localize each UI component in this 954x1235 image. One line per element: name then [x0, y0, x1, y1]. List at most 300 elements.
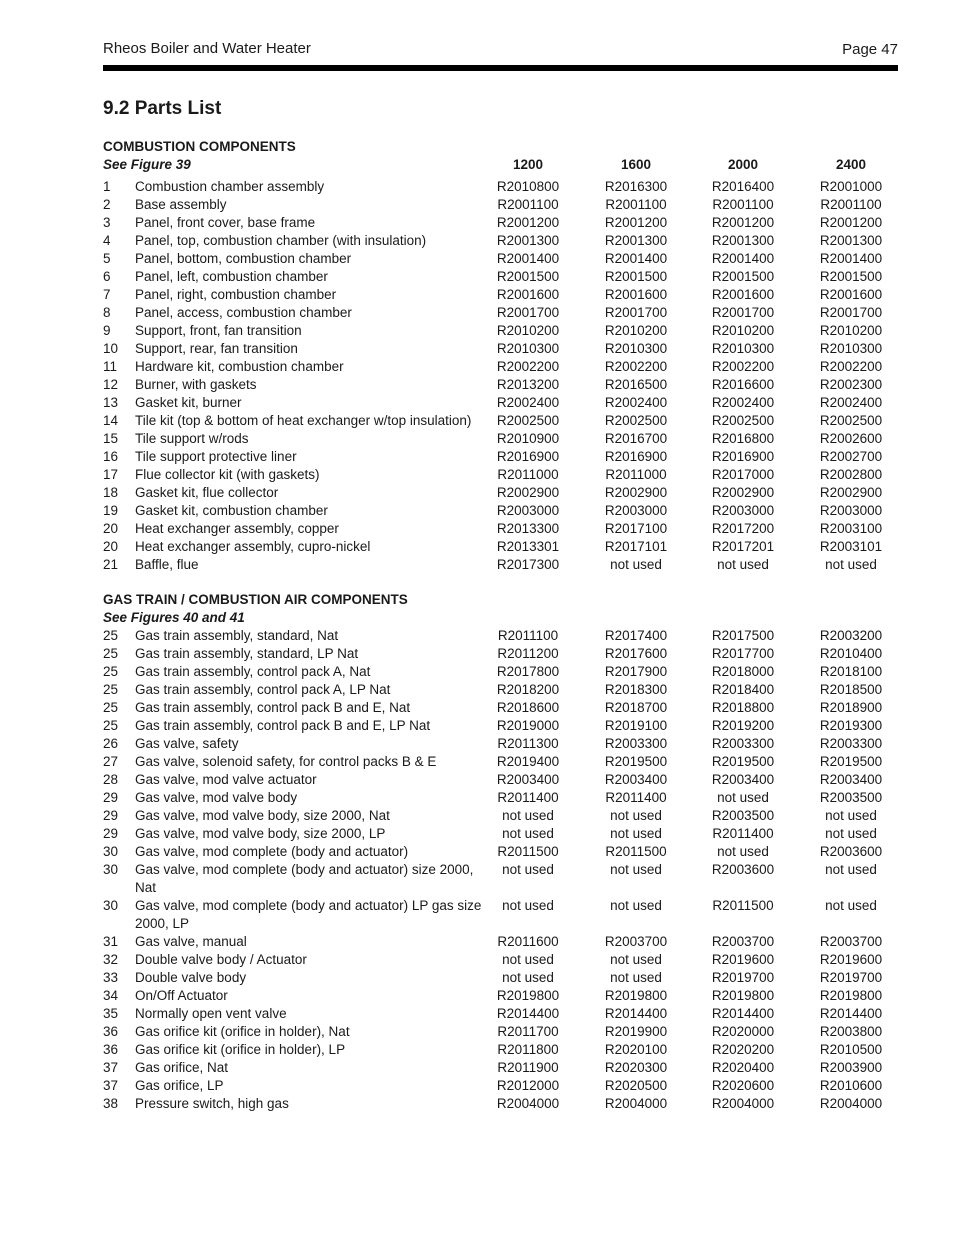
- part-number-cell: R2010200: [819, 323, 883, 338]
- table-row: [103, 502, 898, 520]
- item-number: 37: [103, 1078, 119, 1093]
- part-number-cell: R2017000: [711, 467, 775, 482]
- part-number-cell: R2018300: [604, 682, 668, 697]
- part-number-cell: not used: [610, 862, 662, 877]
- part-number-cell: R2010800: [496, 179, 560, 194]
- table-row: [103, 484, 898, 502]
- part-number-cell: R2016900: [496, 449, 560, 464]
- part-number-cell: R2003000: [496, 503, 560, 518]
- part-number-cell: not used: [717, 557, 769, 572]
- table-row: [103, 394, 898, 412]
- item-number: 37: [103, 1060, 119, 1075]
- item-description: Gasket kit, combustion chamber: [135, 503, 328, 518]
- part-number-cell: R2003700: [711, 934, 775, 949]
- item-number: 13: [103, 395, 119, 410]
- part-number-cell: R2001000: [819, 179, 883, 194]
- part-number-cell: R2010400: [819, 646, 883, 661]
- item-number: 29: [103, 826, 119, 841]
- part-number-cell: R2019900: [604, 1024, 668, 1039]
- item-number: 34: [103, 988, 119, 1003]
- part-number-cell: not used: [610, 557, 662, 572]
- item-number: 4: [103, 233, 111, 248]
- table-row: [103, 771, 898, 789]
- part-number-cell: R2010500: [819, 1042, 883, 1057]
- table-row: [103, 232, 898, 250]
- item-description: Tile support protective liner: [135, 449, 297, 464]
- item-description: Gas valve, manual: [135, 934, 247, 949]
- part-number-cell: R2001700: [496, 305, 560, 320]
- part-number-cell: R2001700: [711, 305, 775, 320]
- item-description: Gas valve, mod valve actuator: [135, 772, 317, 787]
- table-row: [103, 538, 898, 556]
- document-title: Rheos Boiler and Water Heater: [103, 40, 311, 57]
- part-number-cell: not used: [825, 808, 877, 823]
- part-number-cell: R2002200: [604, 359, 668, 374]
- item-number: 36: [103, 1024, 119, 1039]
- part-number-cell: R2003800: [819, 1024, 883, 1039]
- page-header: [103, 38, 898, 60]
- part-number-cell: not used: [502, 808, 554, 823]
- part-number-cell: R2019700: [711, 970, 775, 985]
- part-number-cell: R2016600: [711, 377, 775, 392]
- part-number-cell: R2001300: [819, 233, 883, 248]
- part-number-cell: R2003400: [496, 772, 560, 787]
- item-number: 11: [103, 359, 118, 374]
- part-number-cell: R2011100: [497, 628, 559, 643]
- parts-table: [103, 627, 898, 1113]
- table-row: [103, 340, 898, 358]
- item-description: Panel, right, combustion chamber: [135, 287, 337, 302]
- item-number: 21: [103, 557, 119, 572]
- table-row: [103, 663, 898, 681]
- part-number-cell: R2016700: [604, 431, 668, 446]
- part-number-cell: R2001200: [711, 215, 775, 230]
- parts-table: [103, 178, 898, 574]
- item-number: 30: [103, 898, 119, 913]
- item-description: Gas valve, mod complete (body and actuator) size 2000, Nat: [135, 862, 474, 895]
- table-row: [103, 268, 898, 286]
- part-number-cell: R2002500: [604, 413, 668, 428]
- table-row: [103, 466, 898, 484]
- item-description: Panel, left, combustion chamber: [135, 269, 328, 284]
- part-number-cell: R2003101: [819, 539, 883, 554]
- part-number-cell: not used: [825, 862, 877, 877]
- item-number: 17: [103, 467, 119, 482]
- part-number-cell: R2018200: [496, 682, 560, 697]
- item-description: Panel, front cover, base frame: [135, 215, 316, 230]
- part-number-cell: R2018700: [604, 700, 668, 715]
- part-number-cell: R2011700: [497, 1024, 559, 1039]
- item-description: Burner, with gaskets: [135, 377, 257, 392]
- part-number-cell: R2010600: [819, 1078, 883, 1093]
- part-number-cell: R2001200: [819, 215, 883, 230]
- table-row: [103, 250, 898, 268]
- part-number-cell: R2001700: [604, 305, 668, 320]
- part-number-cell: R2018800: [711, 700, 775, 715]
- part-number-cell: R2011900: [497, 1060, 559, 1075]
- item-number: 2: [103, 197, 111, 212]
- item-description: Gasket kit, burner: [135, 395, 242, 410]
- table-row: [103, 897, 898, 933]
- item-description: Double valve body: [135, 970, 247, 985]
- part-number-cell: R2003000: [711, 503, 775, 518]
- part-number-cell: R2020300: [604, 1060, 668, 1075]
- part-number-cell: R2010200: [711, 323, 775, 338]
- table-row: [103, 1041, 898, 1059]
- item-number: 16: [103, 449, 119, 464]
- part-number-cell: R2002400: [711, 395, 775, 410]
- part-number-cell: R2001300: [604, 233, 668, 248]
- part-number-cell: R2017900: [604, 664, 668, 679]
- part-number-cell: R2001500: [604, 269, 668, 284]
- item-number: 25: [103, 664, 119, 679]
- item-description: Heat exchanger assembly, copper: [135, 521, 339, 536]
- part-number-cell: R2018500: [819, 682, 883, 697]
- part-number-cell: R2003300: [604, 736, 668, 751]
- part-number-cell: R2001700: [819, 305, 883, 320]
- table-row: [103, 717, 898, 735]
- part-number-cell: R2011300: [497, 736, 559, 751]
- table-row: [103, 825, 898, 843]
- item-number: 1: [103, 179, 111, 194]
- column-header-2400: 2400: [835, 157, 867, 172]
- part-number-cell: not used: [825, 826, 877, 841]
- part-number-cell: R2004000: [604, 1096, 668, 1111]
- item-number: 15: [103, 431, 119, 446]
- column-header-1600: 1600: [620, 157, 652, 172]
- gas-train-section: [103, 591, 898, 1113]
- part-number-cell: R2019600: [819, 952, 883, 967]
- part-number-cell: not used: [825, 557, 877, 572]
- header-rule: [103, 65, 898, 71]
- part-number-cell: R2017300: [496, 557, 560, 572]
- part-number-cell: R2011000: [605, 467, 667, 482]
- item-number: 29: [103, 808, 119, 823]
- part-number-cell: R2013300: [496, 521, 560, 536]
- item-number: 25: [103, 646, 119, 661]
- item-description: Gas valve, mod complete (body and actuator) LP gas size 2000, LP: [135, 898, 482, 931]
- item-description: Panel, top, combustion chamber (with insulation): [135, 233, 427, 248]
- part-number-cell: R2020400: [711, 1060, 775, 1075]
- table-row: [103, 699, 898, 717]
- item-number: 25: [103, 718, 119, 733]
- table-row: [103, 789, 898, 807]
- part-number-cell: not used: [610, 808, 662, 823]
- part-number-cell: R2011400: [712, 826, 774, 841]
- part-number-cell: R2020200: [711, 1042, 775, 1057]
- item-description: Gas valve, mod valve body, size 2000, Nat: [135, 808, 390, 823]
- section-title: COMBUSTION COMPONENTS: [103, 139, 296, 154]
- table-row: [103, 1059, 898, 1077]
- part-number-cell: R2001100: [712, 197, 774, 212]
- part-number-cell: R2011500: [605, 844, 667, 859]
- part-number-cell: R2003300: [819, 736, 883, 751]
- item-description: Gas train assembly, standard, LP Nat: [135, 646, 359, 661]
- table-row: [103, 286, 898, 304]
- table-row: [103, 933, 898, 951]
- table-row: [103, 987, 898, 1005]
- part-number-cell: R2020500: [604, 1078, 668, 1093]
- column-header-2000: 2000: [727, 157, 759, 172]
- part-number-cell: R2017100: [604, 521, 668, 536]
- part-number-cell: R2002800: [819, 467, 883, 482]
- item-description: Panel, bottom, combustion chamber: [135, 251, 352, 266]
- part-number-cell: R2011500: [712, 898, 774, 913]
- item-number: 6: [103, 269, 111, 284]
- part-number-cell: R2003700: [819, 934, 883, 949]
- part-number-cell: R2020000: [711, 1024, 775, 1039]
- item-description: Hardware kit, combustion chamber: [135, 359, 344, 374]
- item-description: Panel, access, combustion chamber: [135, 305, 352, 320]
- part-number-cell: R2003000: [819, 503, 883, 518]
- part-number-cell: R2001600: [496, 287, 560, 302]
- part-number-cell: R2002400: [604, 395, 668, 410]
- table-row: [103, 322, 898, 340]
- part-number-cell: R2003500: [819, 790, 883, 805]
- table-row: [103, 753, 898, 771]
- part-number-cell: R2001400: [819, 251, 883, 266]
- table-row: [103, 178, 898, 196]
- part-number-cell: R2011200: [497, 646, 559, 661]
- part-number-cell: R2003100: [819, 521, 883, 536]
- item-number: 33: [103, 970, 119, 985]
- part-number-cell: R2002500: [819, 413, 883, 428]
- part-number-cell: R2016300: [604, 179, 668, 194]
- item-description: Gas valve, safety: [135, 736, 239, 751]
- part-number-cell: not used: [610, 970, 662, 985]
- part-number-cell: R2002400: [496, 395, 560, 410]
- part-number-cell: R2016900: [711, 449, 775, 464]
- part-number-cell: R2001500: [711, 269, 775, 284]
- item-description: Double valve body / Actuator: [135, 952, 307, 967]
- item-number: 5: [103, 251, 111, 266]
- part-number-cell: R2019700: [819, 970, 883, 985]
- part-number-cell: R2002900: [711, 485, 775, 500]
- part-number-cell: R2002200: [496, 359, 560, 374]
- column-header-1200: 1200: [512, 157, 544, 172]
- table-row: [103, 304, 898, 322]
- table-row: [103, 843, 898, 861]
- table-row: [103, 358, 898, 376]
- part-number-cell: R2004000: [496, 1096, 560, 1111]
- item-description: Normally open vent valve: [135, 1006, 287, 1021]
- table-row: [103, 627, 898, 645]
- part-number-cell: R2001400: [604, 251, 668, 266]
- part-number-cell: R2011400: [497, 790, 559, 805]
- item-number: 10: [103, 341, 119, 356]
- item-description: On/Off Actuator: [135, 988, 228, 1003]
- part-number-cell: R2017101: [604, 539, 668, 554]
- item-number: 36: [103, 1042, 119, 1057]
- part-number-cell: R2019300: [819, 718, 883, 733]
- table-row: [103, 1005, 898, 1023]
- part-number-cell: R2018900: [819, 700, 883, 715]
- part-number-cell: R2019400: [496, 754, 560, 769]
- part-number-cell: R2003300: [711, 736, 775, 751]
- item-description: Base assembly: [135, 197, 227, 212]
- item-description: Gas train assembly, control pack A, LP Nat: [135, 682, 391, 697]
- part-number-cell: R2002600: [819, 431, 883, 446]
- item-number: 9: [103, 323, 111, 338]
- item-number: 31: [103, 934, 119, 949]
- item-description: Combustion chamber assembly: [135, 179, 325, 194]
- table-row: [103, 1023, 898, 1041]
- item-description: Gas train assembly, control pack B and E, LP Nat: [135, 718, 431, 733]
- part-number-cell: R2001400: [496, 251, 560, 266]
- part-number-cell: R2012000: [496, 1078, 560, 1093]
- part-number-cell: R2002500: [711, 413, 775, 428]
- item-number: 7: [103, 287, 111, 302]
- part-number-cell: R2001600: [604, 287, 668, 302]
- item-number: 20: [103, 521, 119, 536]
- table-row: [103, 807, 898, 825]
- item-number: 20: [103, 539, 119, 554]
- part-number-cell: R2004000: [711, 1096, 775, 1111]
- item-description: Tile kit (top & bottom of heat exchanger w/top insulation): [135, 413, 472, 428]
- table-row: [103, 1077, 898, 1095]
- part-number-cell: R2019000: [496, 718, 560, 733]
- item-number: 30: [103, 862, 119, 877]
- table-row: [103, 645, 898, 663]
- part-number-cell: R2011800: [497, 1042, 559, 1057]
- part-number-cell: R2002200: [711, 359, 775, 374]
- part-number-cell: R2019500: [819, 754, 883, 769]
- part-number-cell: R2010300: [819, 341, 883, 356]
- part-number-cell: R2004000: [819, 1096, 883, 1111]
- table-row: [103, 196, 898, 214]
- combustion-components-section: [103, 138, 898, 574]
- part-number-cell: R2014400: [711, 1006, 775, 1021]
- item-description: Support, front, fan transition: [135, 323, 302, 338]
- part-number-cell: R2017700: [711, 646, 775, 661]
- item-description: Baffle, flue: [135, 557, 199, 572]
- table-row: [103, 969, 898, 987]
- part-number-cell: R2019500: [711, 754, 775, 769]
- part-number-cell: R2013301: [496, 539, 560, 554]
- part-number-cell: R2003700: [604, 934, 668, 949]
- part-number-cell: R2019800: [819, 988, 883, 1003]
- part-number-cell: R2001500: [496, 269, 560, 284]
- item-description: Gas orifice, Nat: [135, 1060, 229, 1075]
- part-number-cell: R2001100: [605, 197, 667, 212]
- part-number-cell: not used: [610, 898, 662, 913]
- item-description: Gas valve, mod complete (body and actuator): [135, 844, 409, 859]
- item-description: Pressure switch, high gas: [135, 1096, 289, 1111]
- part-number-cell: R2002900: [496, 485, 560, 500]
- item-number: 18: [103, 485, 119, 500]
- part-number-cell: R2016900: [604, 449, 668, 464]
- item-number: 19: [103, 503, 119, 518]
- item-description: Flue collector kit (with gaskets): [135, 467, 320, 482]
- part-number-cell: R2001500: [819, 269, 883, 284]
- item-number: 30: [103, 844, 119, 859]
- table-row: [103, 430, 898, 448]
- part-number-cell: R2018600: [496, 700, 560, 715]
- part-number-cell: R2019200: [711, 718, 775, 733]
- page-title: 9.2 Parts List: [103, 98, 222, 119]
- part-number-cell: R2002200: [819, 359, 883, 374]
- part-number-cell: R2002900: [604, 485, 668, 500]
- part-number-cell: not used: [502, 970, 554, 985]
- item-description: Gas train assembly, control pack A, Nat: [135, 664, 371, 679]
- part-number-cell: R2014400: [496, 1006, 560, 1021]
- part-number-cell: R2001200: [496, 215, 560, 230]
- part-number-cell: not used: [825, 898, 877, 913]
- part-number-cell: R2011400: [605, 790, 667, 805]
- part-number-cell: R2020100: [604, 1042, 668, 1057]
- part-number-cell: R2019800: [711, 988, 775, 1003]
- section-subtitle: [103, 609, 898, 627]
- part-number-cell: R2014400: [604, 1006, 668, 1021]
- part-number-cell: R2010300: [604, 341, 668, 356]
- part-number-cell: R2001400: [711, 251, 775, 266]
- figure-reference: See Figure 39: [103, 157, 191, 172]
- item-description: Gas train assembly, standard, Nat: [135, 628, 339, 643]
- item-number: 25: [103, 628, 119, 643]
- part-number-cell: R2010200: [604, 323, 668, 338]
- item-description: Gas orifice kit (orifice in holder), LP: [135, 1042, 346, 1057]
- part-number-cell: R2017500: [711, 628, 775, 643]
- part-number-cell: R2020600: [711, 1078, 775, 1093]
- part-number-cell: R2003900: [819, 1060, 883, 1075]
- table-row: [103, 861, 898, 897]
- part-number-cell: R2001100: [497, 197, 559, 212]
- item-number: 32: [103, 952, 119, 967]
- part-number-cell: R2010300: [711, 341, 775, 356]
- part-number-cell: R2018000: [711, 664, 775, 679]
- part-number-cell: not used: [502, 862, 554, 877]
- part-number-cell: not used: [502, 898, 554, 913]
- part-number-cell: R2017600: [604, 646, 668, 661]
- section-subtitle: [103, 156, 898, 174]
- table-row: [103, 556, 898, 574]
- part-number-cell: R2019800: [604, 988, 668, 1003]
- part-number-cell: R2013200: [496, 377, 560, 392]
- part-number-cell: R2016500: [604, 377, 668, 392]
- part-number-cell: R2017400: [604, 628, 668, 643]
- item-number: 8: [103, 305, 111, 320]
- part-number-cell: R2010200: [496, 323, 560, 338]
- item-description: Tile support w/rods: [135, 431, 249, 446]
- item-number: 38: [103, 1096, 119, 1111]
- part-number-cell: R2001100: [820, 197, 882, 212]
- table-row: [103, 1095, 898, 1113]
- table-row: [103, 412, 898, 430]
- part-number-cell: R2017200: [711, 521, 775, 536]
- figure-reference: See Figures 40 and 41: [103, 610, 245, 625]
- item-number: 35: [103, 1006, 119, 1021]
- part-number-cell: R2003600: [819, 844, 883, 859]
- part-number-cell: R2018100: [819, 664, 883, 679]
- part-number-cell: R2019100: [604, 718, 668, 733]
- part-number-cell: R2001200: [604, 215, 668, 230]
- part-number-cell: R2001600: [819, 287, 883, 302]
- item-number: 28: [103, 772, 119, 787]
- part-number-cell: not used: [610, 952, 662, 967]
- part-number-cell: R2016800: [711, 431, 775, 446]
- item-description: Support, rear, fan transition: [135, 341, 298, 356]
- item-description: Gas orifice kit (orifice in holder), Nat: [135, 1024, 350, 1039]
- part-number-cell: not used: [502, 826, 554, 841]
- part-number-cell: R2001300: [711, 233, 775, 248]
- table-row: [103, 735, 898, 753]
- part-number-cell: R2001300: [496, 233, 560, 248]
- part-number-cell: not used: [717, 790, 769, 805]
- part-number-cell: R2003400: [604, 772, 668, 787]
- part-number-cell: R2002300: [819, 377, 883, 392]
- table-row: [103, 376, 898, 394]
- item-number: 27: [103, 754, 119, 769]
